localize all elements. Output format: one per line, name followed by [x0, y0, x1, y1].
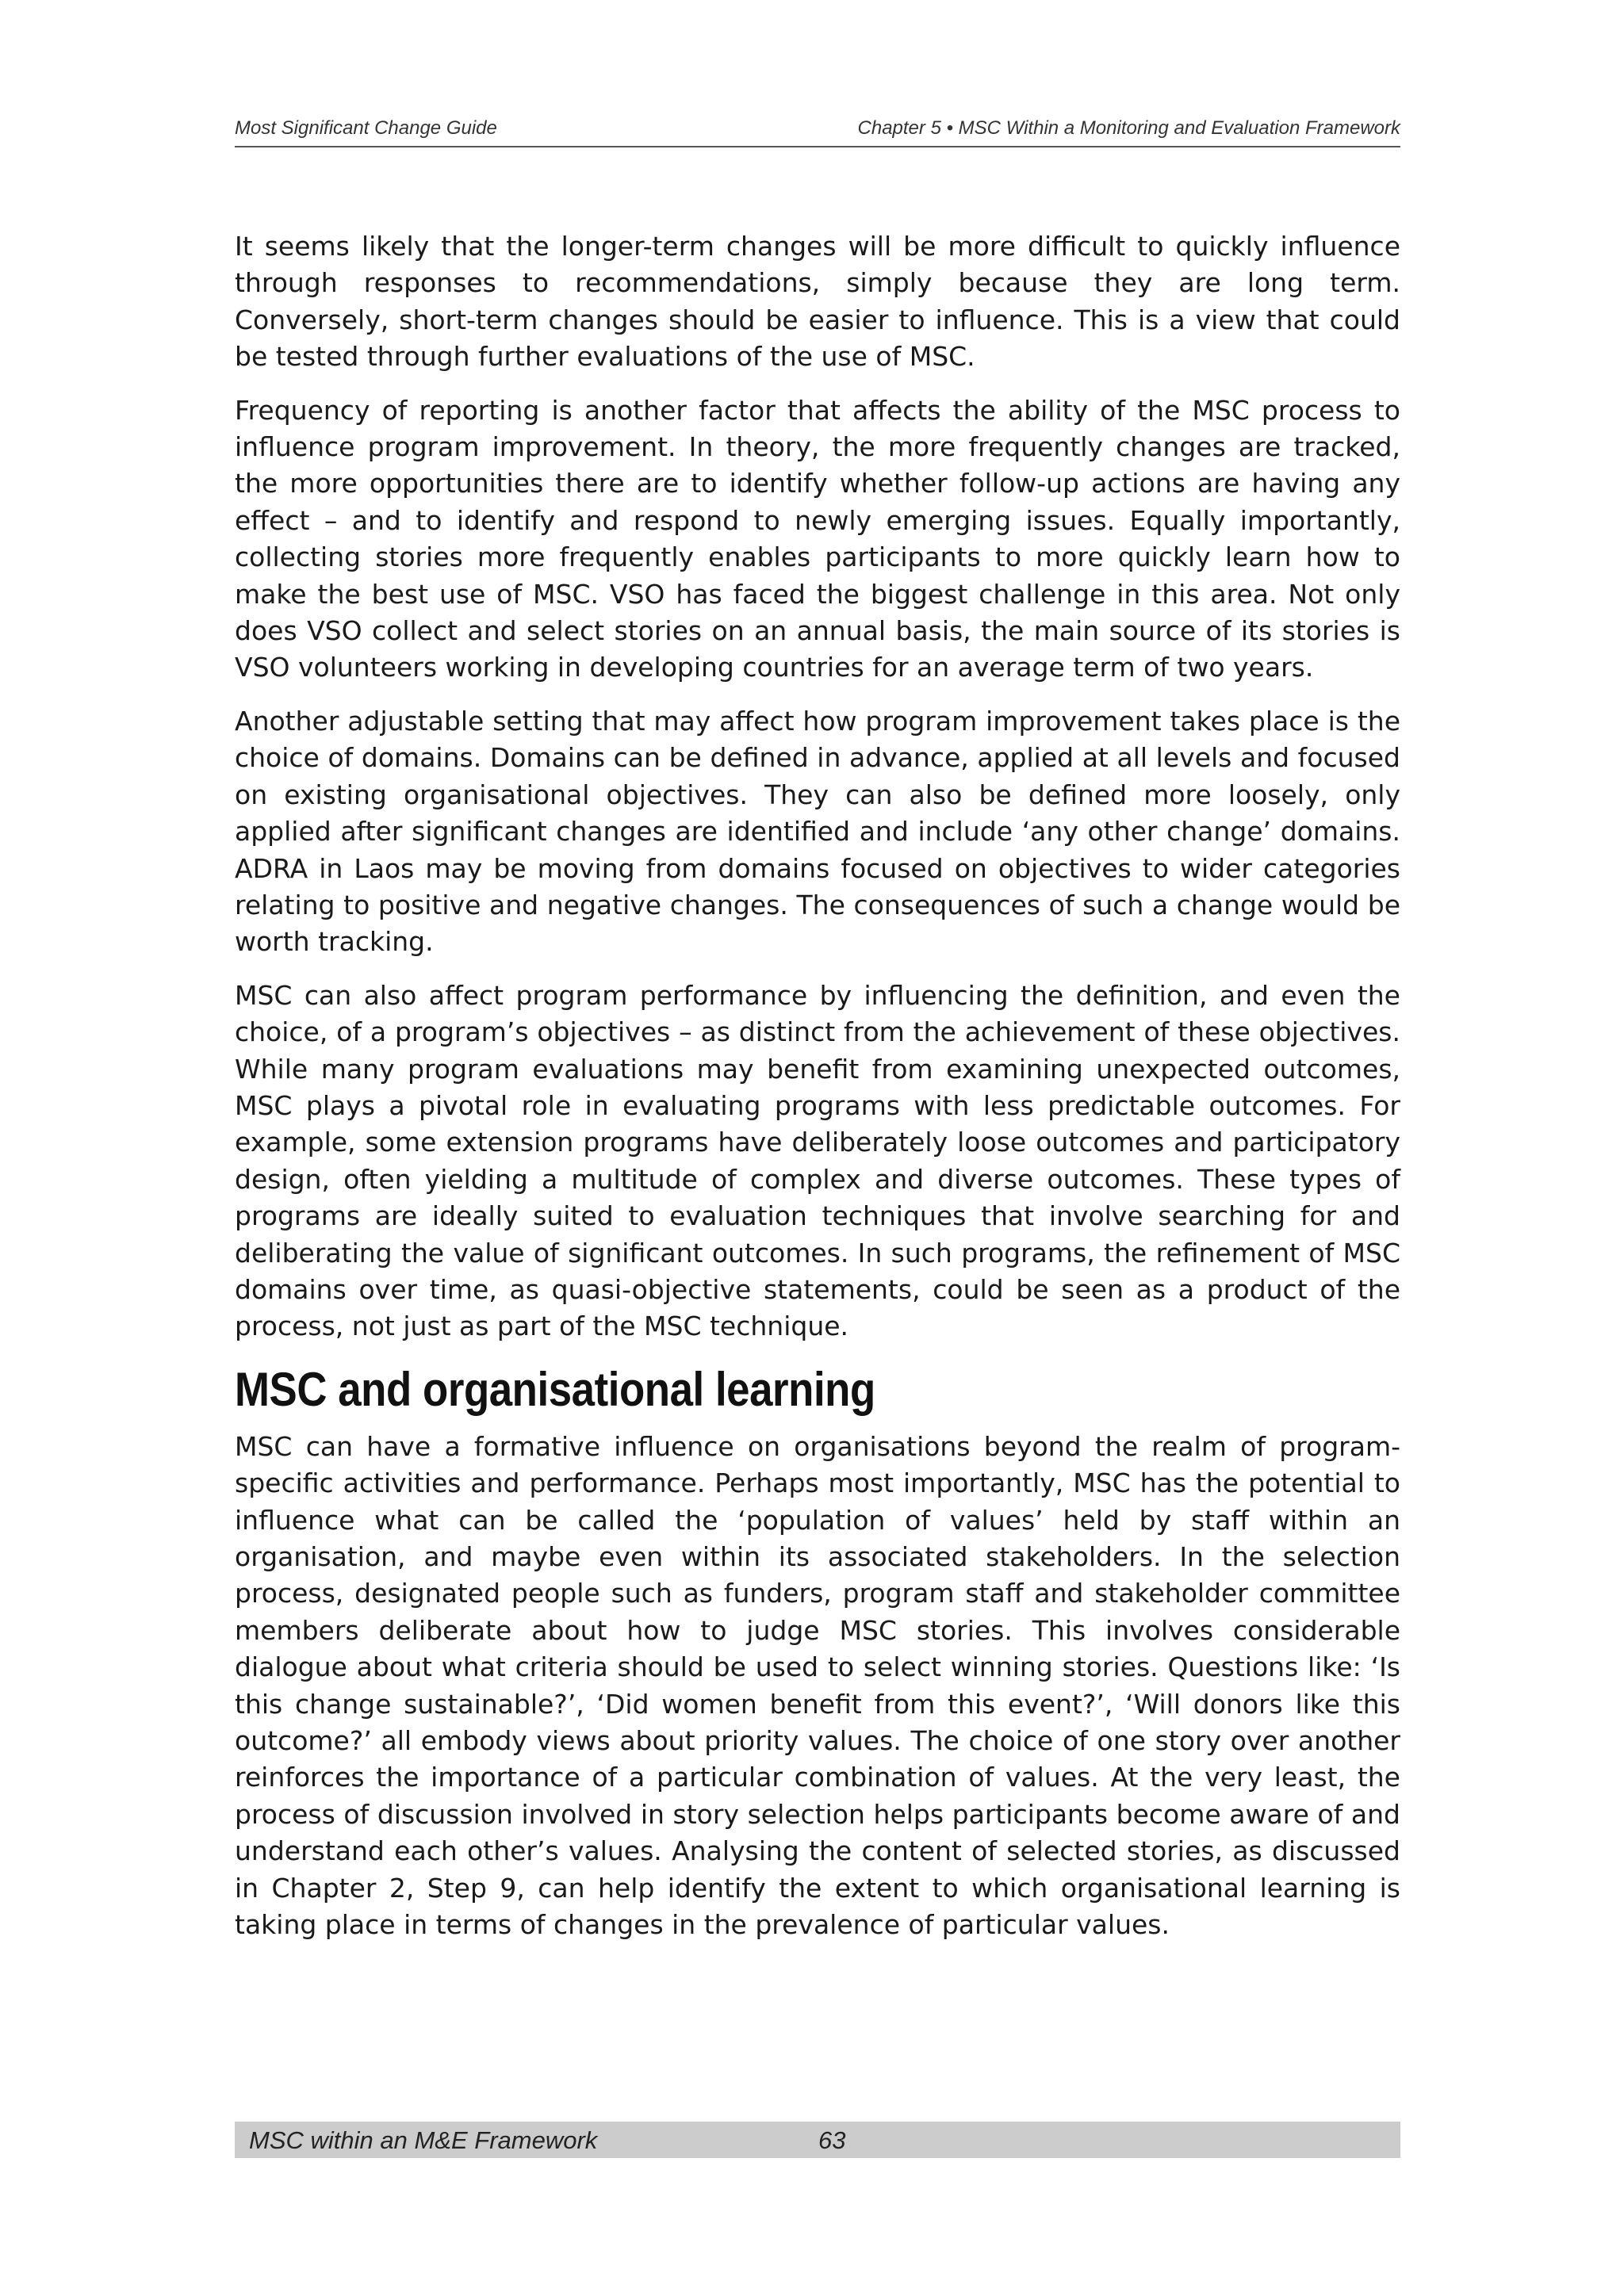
- section-heading: MSC and organisational learning: [235, 1362, 875, 1416]
- footer-label: MSC within an M&E Framework: [249, 2126, 598, 2154]
- paragraph: Another adjustable setting that may affect how program improvement takes place is the choice of domains. Domains can be defined in advance, applied at all levels and focused on existing organisational objectives. They can also be defined more loosely, only applied after significant changes are identified and include ‘any other change’ domains. ADRA in Laos may be moving from domains focused on objectives to wider categories relating to positive and negative changes. The consequences of such a change would be worth tracking.: [235, 705, 1400, 958]
- header-guide-title: Most Significant Change Guide: [235, 117, 497, 139]
- paragraph: Frequency of reporting is another factor that affects the ability of the MSC process to influence program improvement. In theory, the more frequently changes are tracked, the more opportunities there are to identify whether follow-up actions are having any effect – and to identify and respond to newly emerging issues. Equally importantly, collecting stories more frequently enables participants to more quickly learn how to make the best use of MSC. VSO has faced the biggest challenge in this area. Not only does VSO collect and select stories on an annual basis, the main source of its stories is VSO volunteers working in developing countries for an average term of two years.: [235, 394, 1400, 683]
- body-text: [235, 228, 1400, 1960]
- paragraph: It seems likely that the longer-term changes will be more difficult to quickly influence through responses to recommendations, simply because they are long term. Conversely, short-term changes should be easier to influence. This is a view that could be tested through further evaluations of the use of MSC.: [235, 231, 1400, 373]
- page-number: 63: [818, 2126, 846, 2154]
- footer-bar: [235, 2122, 1400, 2158]
- header-chapter-title: Chapter 5 • MSC Within a Monitoring and Evaluation Framework: [857, 117, 1400, 139]
- running-header: [235, 116, 1400, 147]
- paragraph: MSC can also affect program performance by influencing the definition, and even the choice, of a program’s objectives – as distinct from the achievement of these objectives. While many program evaluations may benefit from examining unexpected outcomes, MSC plays a pivotal role in evaluating programs with less predictable outcomes. For example, some extension programs have deliberately loose outcomes and participatory design, often yielding a multitude of complex and diverse outcomes. These types of programs are ideally suited to evaluation techniques that involve searching for and deliberating the value of significant outcomes. In such programs, the refinement of MSC domains over time, as quasi-objective statements, could be seen as a product of the process, not just as part of the MSC technique.: [235, 979, 1400, 1342]
- paragraph: MSC can have a formative influence on organisations beyond the realm of program-specific activities and performance. Perhaps most importantly, MSC has the potential to influence what can be called the ‘population of values’ held by staff within an organisation, and maybe even within its associated stakeholders. In the selection process, designated people such as funders, program staff and stakeholder committee members deliberate about how to judge MSC stories. This involves considerable dialogue about what criteria should be used to select winning stories. Questions like: ‘Is this change sustainable?’, ‘Did women benefit from this event?’, ‘Will donors like this outcome?’ all embody views about priority values. The choice of one story over another reinforces the importance of a particular combination of values. At the very least, the process of discussion involved in story selection helps participants become aware of and understand each other’s values. Analysing the content of selected stories, as discussed in Chapter 2, Step 9, can help identify the extent to which organisational learning is taking place in terms of changes in the prevalence of particular values.: [235, 1430, 1400, 1941]
